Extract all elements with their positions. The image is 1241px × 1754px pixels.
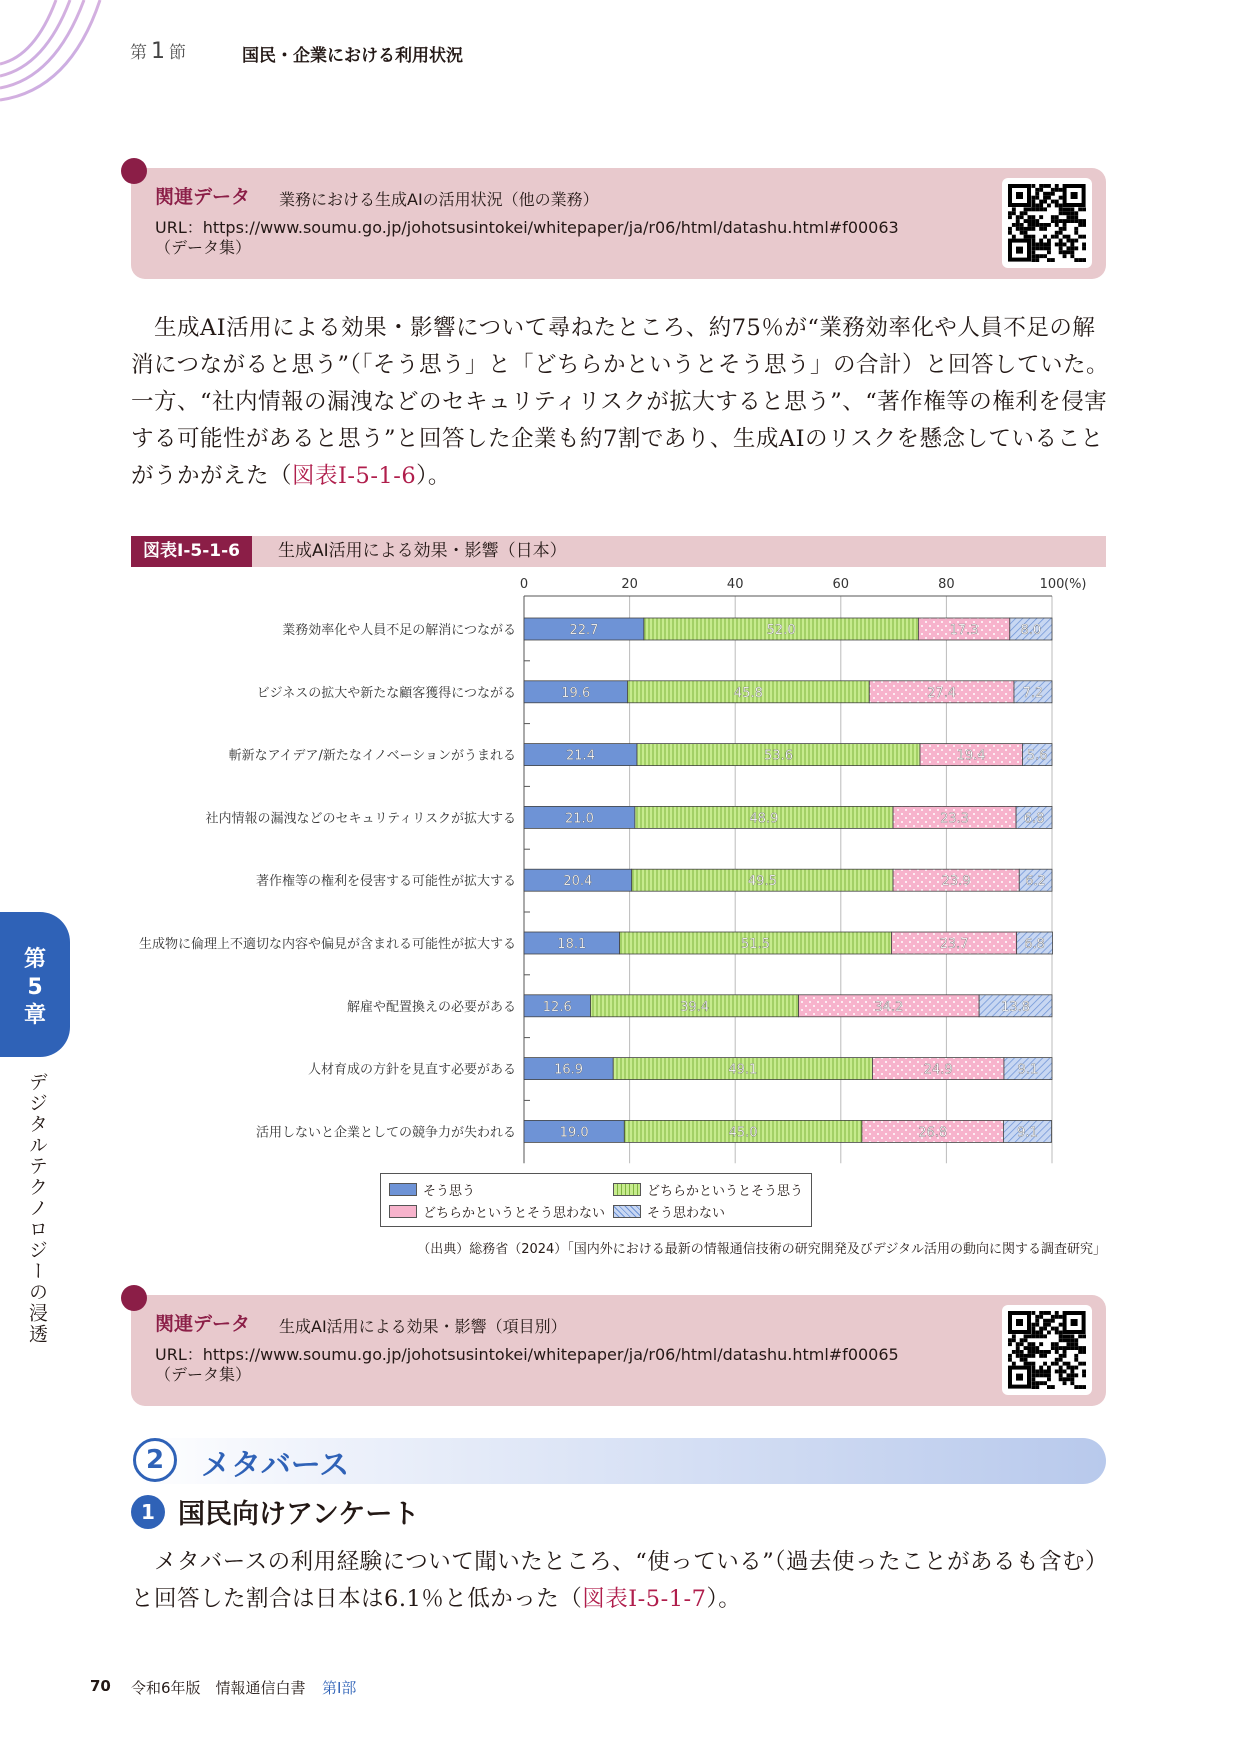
- legend-item: どちらかというとそう思う: [613, 1180, 803, 1199]
- category-label: 活用しないと企業としての競争力が失われる: [255, 1125, 516, 1141]
- data-label: 9.1: [1017, 1062, 1039, 1078]
- data-label: 16.9: [554, 1062, 584, 1078]
- category-label: 人材育成の方針を見直す必要がある: [307, 1062, 516, 1078]
- x-unit-label: (%): [1064, 577, 1087, 592]
- category-label: 生成物に倫理上不適切な内容や偏見が含まれる可能性が拡大する: [138, 937, 516, 952]
- data-label: 6.8: [1023, 811, 1045, 827]
- data-label: 22.7: [569, 623, 599, 638]
- data-label: 17.3: [949, 623, 979, 638]
- x-tick-label: 0: [519, 577, 529, 592]
- data-label: 21.4: [566, 748, 595, 764]
- data-label: 5.6: [1026, 748, 1048, 764]
- data-label: 45.0: [728, 1125, 758, 1141]
- data-label: 51.5: [741, 937, 771, 952]
- data-label: 12.6: [542, 999, 572, 1015]
- chart-legend: [380, 1173, 812, 1227]
- data-label: 19.4: [956, 748, 986, 764]
- figure-title: 生成AI活用による効果・影響（日本）: [278, 541, 567, 561]
- section-heading: [131, 1438, 1106, 1484]
- data-label: 49.5: [747, 874, 777, 890]
- category-label: 斬新なアイデア/新たなイノベーションがうまれる: [228, 748, 516, 764]
- data-label: 6.2: [1025, 874, 1046, 890]
- x-tick-label: 100: [1039, 577, 1065, 592]
- data-label: 6.8: [1024, 937, 1045, 952]
- related-data-box: [131, 1295, 1106, 1406]
- data-label: 21.0: [564, 811, 594, 827]
- category-label: ビジネスの拡大や新たな顧客獲得につながる: [256, 685, 516, 701]
- footer-book-title: 令和6年版 情報通信白書: [131, 1679, 306, 1697]
- data-label: 9.1: [1017, 1125, 1038, 1141]
- category-label: 解雇や配置換えの必要がある: [346, 999, 516, 1015]
- x-tick-label: 20: [621, 577, 638, 592]
- figure-tag: 図表Ⅰ-5-1-6: [131, 536, 252, 567]
- data-label: 39.4: [680, 999, 710, 1015]
- body-paragraph: メタバースの利用経験について聞いたところ、“使っている”（過去使ったことがあるも含む）と回答した割合は日本は6.1％と低かった（図表Ⅰ-5-1-7）。: [131, 1549, 1108, 1612]
- chapter-tab[interactable]: 第 5 章: [0, 912, 70, 1057]
- qr-code-icon[interactable]: [1002, 1305, 1092, 1395]
- related-data-label: 関連データ: [155, 186, 251, 208]
- related-data-url[interactable]: URL：https://www.soumu.go.jp/johotsusintokei/whitepaper/ja/r06/html/datashu.html#f00063 （データ集）: [155, 218, 899, 257]
- category-label: 業務効率化や人員不足の解消につながる: [282, 623, 516, 638]
- x-tick-label: 60: [832, 577, 850, 592]
- data-label: 48.9: [749, 811, 779, 827]
- legend-item: そう思わない: [613, 1202, 725, 1221]
- data-label: 18.1: [557, 937, 587, 952]
- section-number: 2: [133, 1438, 177, 1482]
- section-title: メタバース: [201, 1448, 350, 1483]
- related-data-desc: 業務における生成AIの活用状況（他の業務）: [279, 190, 599, 209]
- category-label: 社内情報の漏洩などのセキュリティリスクが拡大する: [205, 811, 516, 827]
- legend-item: そう思う: [389, 1180, 475, 1199]
- data-label: 52.0: [766, 623, 796, 638]
- data-label: 23.9: [941, 874, 971, 890]
- data-label: 27.4: [927, 685, 957, 701]
- body-paragraph: 生成AI活用による効果・影響について尋ねたところ、約75％が“業務効率化や人員不足の解消につながると思う”（「そう思う」と「どちらかというとそう思う」の合計）と回答していた。一方、“社内情報の漏洩などのセキュリティリスクが拡大すると思う”、“著作権等の権利を侵害する可能性があると思う”と回答した企業も約7割であり、生成AIのリスクを懸念していることがうかがえた（図表Ⅰ-5-1-6）。: [131, 315, 1110, 489]
- figure-reference-link[interactable]: 図表Ⅰ-5-1-7: [582, 1586, 707, 1612]
- data-label: 24.9: [923, 1062, 953, 1078]
- subsection-number: 1: [131, 1495, 165, 1529]
- x-tick-label: 80: [938, 577, 955, 592]
- category-label: 著作権等の権利を侵害する可能性が拡大する: [255, 874, 516, 890]
- data-label: 34.2: [874, 999, 904, 1015]
- data-label: 45.8: [733, 685, 763, 701]
- subsection-title: 国民向けアンケート: [178, 1499, 420, 1530]
- data-label: 23.3: [940, 811, 970, 827]
- data-label: 8.0: [1020, 623, 1042, 638]
- data-label: 26.8: [918, 1125, 948, 1141]
- x-tick-label: 40: [726, 577, 744, 592]
- bullet-dot: [121, 1285, 147, 1311]
- data-label: 20.4: [563, 874, 593, 890]
- footer-part: 第Ⅰ部: [322, 1679, 357, 1697]
- page-number: 70: [90, 1677, 111, 1695]
- related-data-desc: 生成AI活用による効果・影響（項目別）: [279, 1317, 567, 1336]
- data-label: 13.8: [1001, 999, 1031, 1015]
- related-data-url[interactable]: URL：https://www.soumu.go.jp/johotsusintokei/whitepaper/ja/r06/html/datashu.html#f00065 （データ集）: [155, 1345, 899, 1384]
- header-title: 国民・企業における利用状況: [242, 46, 463, 66]
- figure-source: （出典）総務省（2024）「国内外における最新の情報通信技術の研究開発及びデジタル活用の動向に関する調査研究」: [417, 1242, 1106, 1257]
- data-label: 53.6: [764, 748, 793, 764]
- data-label: 7.2: [1022, 685, 1044, 701]
- data-label: 19.0: [559, 1125, 589, 1141]
- data-label: 19.6: [561, 685, 591, 701]
- legend-item: どちらかというとそう思わない: [389, 1202, 605, 1221]
- data-label: 23.7: [939, 937, 969, 952]
- related-data-label: 関連データ: [155, 1313, 251, 1335]
- section-label: 第 1 節: [130, 39, 186, 64]
- chapter-title-vertical: デジタルテクノロジーの浸透: [26, 1072, 48, 1345]
- data-label: 49.1: [728, 1062, 758, 1078]
- figure-reference-link[interactable]: 図表Ⅰ-5-1-6: [292, 463, 417, 489]
